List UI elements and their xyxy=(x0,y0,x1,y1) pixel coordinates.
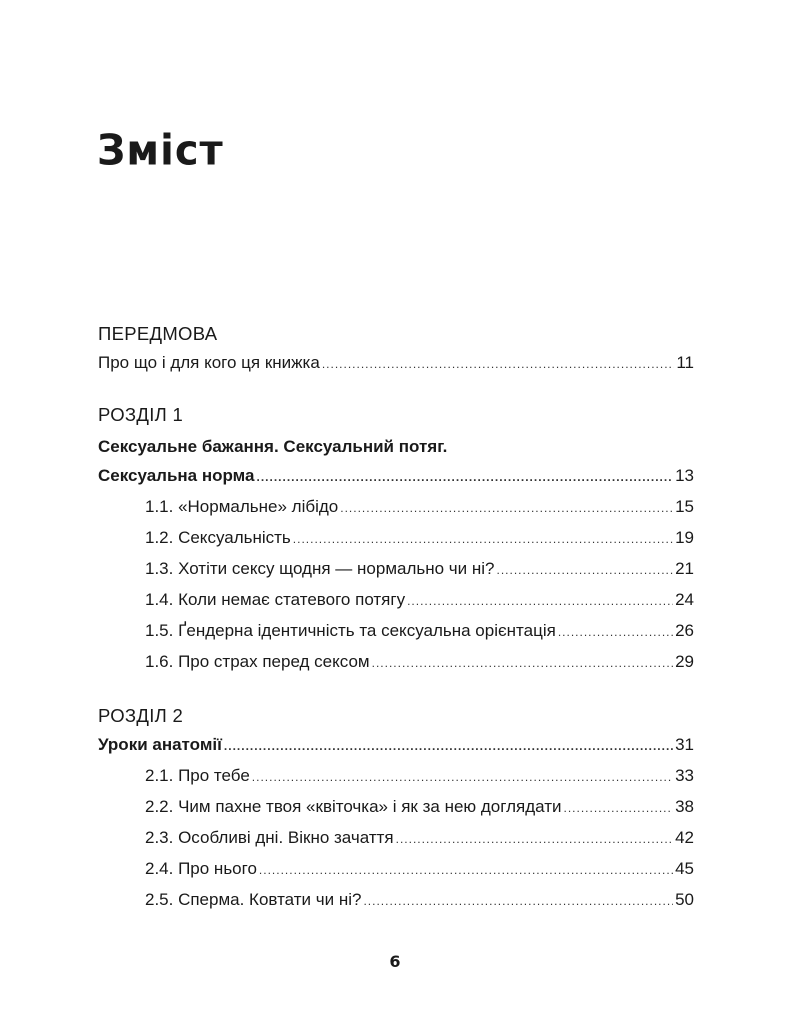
preface-label: ПЕРЕДМОВА xyxy=(98,323,218,344)
toc-entry-page: 26 xyxy=(675,621,694,640)
toc-entry[interactable] xyxy=(98,585,694,616)
toc-entry-page: 13 xyxy=(675,466,694,485)
toc-entry[interactable] xyxy=(98,492,694,523)
toc-entry-page: 38 xyxy=(675,797,694,816)
toc-entry-title: 1.4. Коли немає статевого потягу xyxy=(145,590,406,609)
chapter-2-entry[interactable] xyxy=(98,730,694,761)
toc-entry[interactable] xyxy=(98,616,694,647)
dot-leader xyxy=(372,649,673,678)
toc-entry[interactable] xyxy=(98,523,694,554)
dot-leader xyxy=(322,350,675,379)
dot-leader xyxy=(497,556,674,585)
toc-entry-title: Уроки анатомії xyxy=(98,735,222,754)
toc-entry[interactable] xyxy=(98,792,694,823)
toc-entry-page: 24 xyxy=(675,590,694,609)
toc-entry-title: 1.3. Хотіти сексу щодня — нормально чи ні? xyxy=(145,559,495,578)
toc-entry-page: 50 xyxy=(675,890,694,909)
toc-entry-title: 2.2. Чим пахне твоя «квіточка» і як за нею доглядати xyxy=(145,797,562,816)
toc-entry-title: 1.5. Ґендерна ідентичність та сексуальна орієнтація xyxy=(145,621,556,640)
toc-entry-title: Сексуальна норма xyxy=(98,466,255,485)
toc-entry[interactable] xyxy=(98,823,694,854)
dot-leader xyxy=(256,463,673,492)
toc-entry-page: 15 xyxy=(675,497,694,516)
dot-leader xyxy=(293,525,673,554)
toc-entry-title: 2.5. Сперма. Ковтати чи ні? xyxy=(145,890,362,909)
page-title: Зміст xyxy=(97,126,224,176)
dot-leader xyxy=(558,618,673,647)
dot-leader xyxy=(396,825,673,854)
toc-entry-title: 1.6. Про страх перед сексом xyxy=(145,652,370,671)
section-1-label: РОЗДІЛ 1 xyxy=(98,404,184,425)
dot-leader xyxy=(252,763,673,792)
toc-entry-title: 2.4. Про нього xyxy=(145,859,257,878)
dot-leader xyxy=(259,856,673,885)
toc-entry[interactable] xyxy=(98,647,694,678)
toc-entry-page: 21 xyxy=(675,559,694,578)
dot-leader xyxy=(224,732,673,761)
toc-entry-title: 1.1. «Нормальне» лібідо xyxy=(145,497,339,516)
toc-entry-page: 31 xyxy=(675,735,694,754)
table-of-contents xyxy=(98,320,694,916)
toc-entry-title: 2.3. Особливі дні. Вікно зачаття xyxy=(145,828,394,847)
chapter-1-entry[interactable] xyxy=(98,461,694,492)
toc-entry-page: 29 xyxy=(675,652,694,671)
toc-entry[interactable] xyxy=(98,761,694,792)
chapter-1-title-line1: Сексуальне бажання. Сексуальний потяг. xyxy=(98,437,448,456)
dot-leader xyxy=(363,887,673,916)
toc-entry[interactable] xyxy=(98,885,694,916)
toc-entry-title: 1.2. Сексуальність xyxy=(145,528,291,547)
toc-entry-page: 11 xyxy=(676,353,694,372)
page-number: 6 xyxy=(389,952,401,971)
toc-entry-page: 33 xyxy=(675,766,694,785)
toc-entry-title: Про що і для кого ця книжка xyxy=(98,353,320,372)
toc-entry[interactable] xyxy=(98,854,694,885)
dot-leader xyxy=(340,494,673,523)
dot-leader xyxy=(564,794,674,823)
toc-entry-page: 42 xyxy=(675,828,694,847)
toc-entry-title: 2.1. Про тебе xyxy=(145,766,250,785)
toc-entry[interactable] xyxy=(98,348,694,379)
toc-entry[interactable] xyxy=(98,554,694,585)
toc-entry-page: 19 xyxy=(675,528,694,547)
dot-leader xyxy=(407,587,673,616)
section-2-label: РОЗДІЛ 2 xyxy=(98,705,184,726)
toc-entry-page: 45 xyxy=(675,859,694,878)
